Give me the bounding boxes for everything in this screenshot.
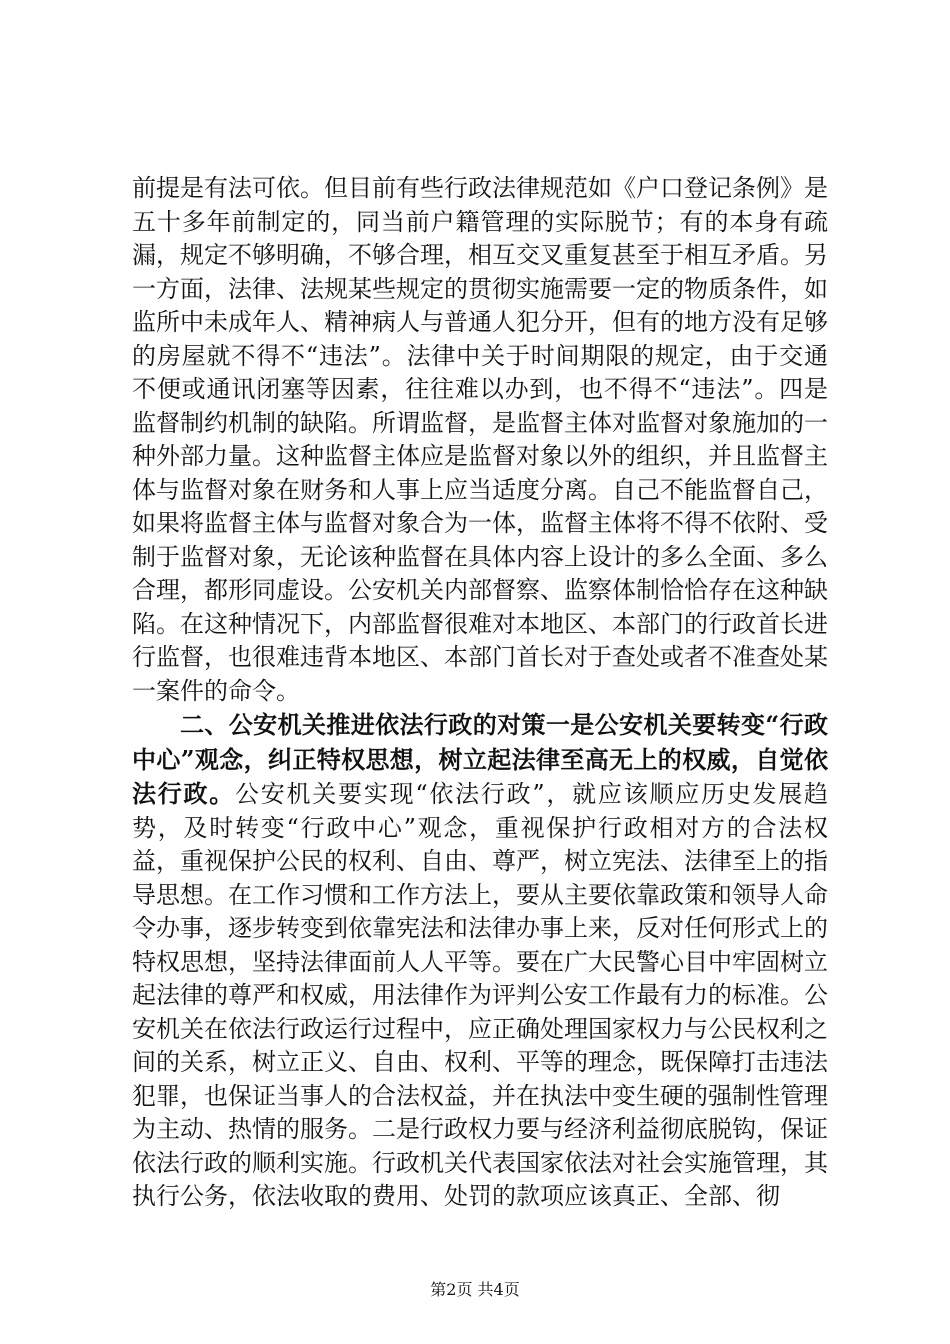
paragraph-2 [132,708,828,1214]
paragraph-2-tail: 行政机关代表国家依法对社会实施管理，其执行公务，依法收取的费用、处罚的款项应该真正、全部、彻 [132,1148,828,1210]
paragraph-2-body: 公安机关要实现“依法行政”，就应该顺应历史发展趋势，及时转变“行政中心”观念，重视保护行政相对方的合法权益，重视保护公民的权利、自由、尊严，树立宪法、法律至上的指导思想。在工作习惯和工作方法上，要从主要依靠政策和领导人命令办事，逐步转变到依靠宪法和法律办事上来，反对任何形式上的特权思想，坚持法律面前人人平等。要在广大民警心目中牢固树立起法律的尊严和权威，用法律作为评判公安工作最有力的标准。公安机关在依法行政运行过程中，应正确处理国家权力与公民权利之间的关系，树立正义、自由、权利、平等的理念，既保障打击违法犯罪，也保证当事人的合法权益，并在执法中变生硬的强制性管理为主动、热情的服务。 [132,780,828,1143]
section-heading: 二、公安机关推进依法行政的对策一是公安机关要转变“行政中心”观念，纠正特权思想，树立起法律至高无上的权威，自觉依法行政。 [132,710,828,808]
paragraph-2-sub-heading: 二是行政权力要与经济利益彻底脱钩，保证依法行政的顺利实施。 [132,1115,828,1177]
page-number-label: 第2页 共4页 [430,1280,520,1299]
paragraph-1: 前提是有法可依。但目前有些行政法律规范如《户口登记条例》是五十多年前制定的，同当前户籍管理的实际脱节；有的本身有疏漏，规定不够明确，不够合理，相互交叉重复甚至于相互矛盾。另一方面，法律、法规某些规定的贯彻实施需要一定的物质条件，如监所中未成年人、精神病人与普通人犯分开，但有的地方没有足够的房屋就不得不“违法”。法律中关于时间期限的规定，由于交通不便或通讯闭塞等因素，往往难以办到，也不得不“违法”。四是监督制约机制的缺陷。所谓监督，是监督主体对监督对象施加的一种外部力量。这种监督主体应是监督对象以外的组织，并且监督主体与监督对象在财务和人事上应当适度分离。自己不能监督自己，如果将监督主体与监督对象合为一体，监督主体将不得不依附、受制于监督对象，无论该种监督在具体内容上设计的多么全面、多么合理，都形同虚设。公安机关内部督察、监察体制恰恰存在这种缺陷。在这种情况下，内部监督很难对本地区、本部门的行政首长进行监督，也很难违背本地区、本部门首长对于查处或者不准查处某一案件的命令。 [132,174,828,705]
document-body [132,172,828,1214]
page-footer [0,1280,950,1300]
